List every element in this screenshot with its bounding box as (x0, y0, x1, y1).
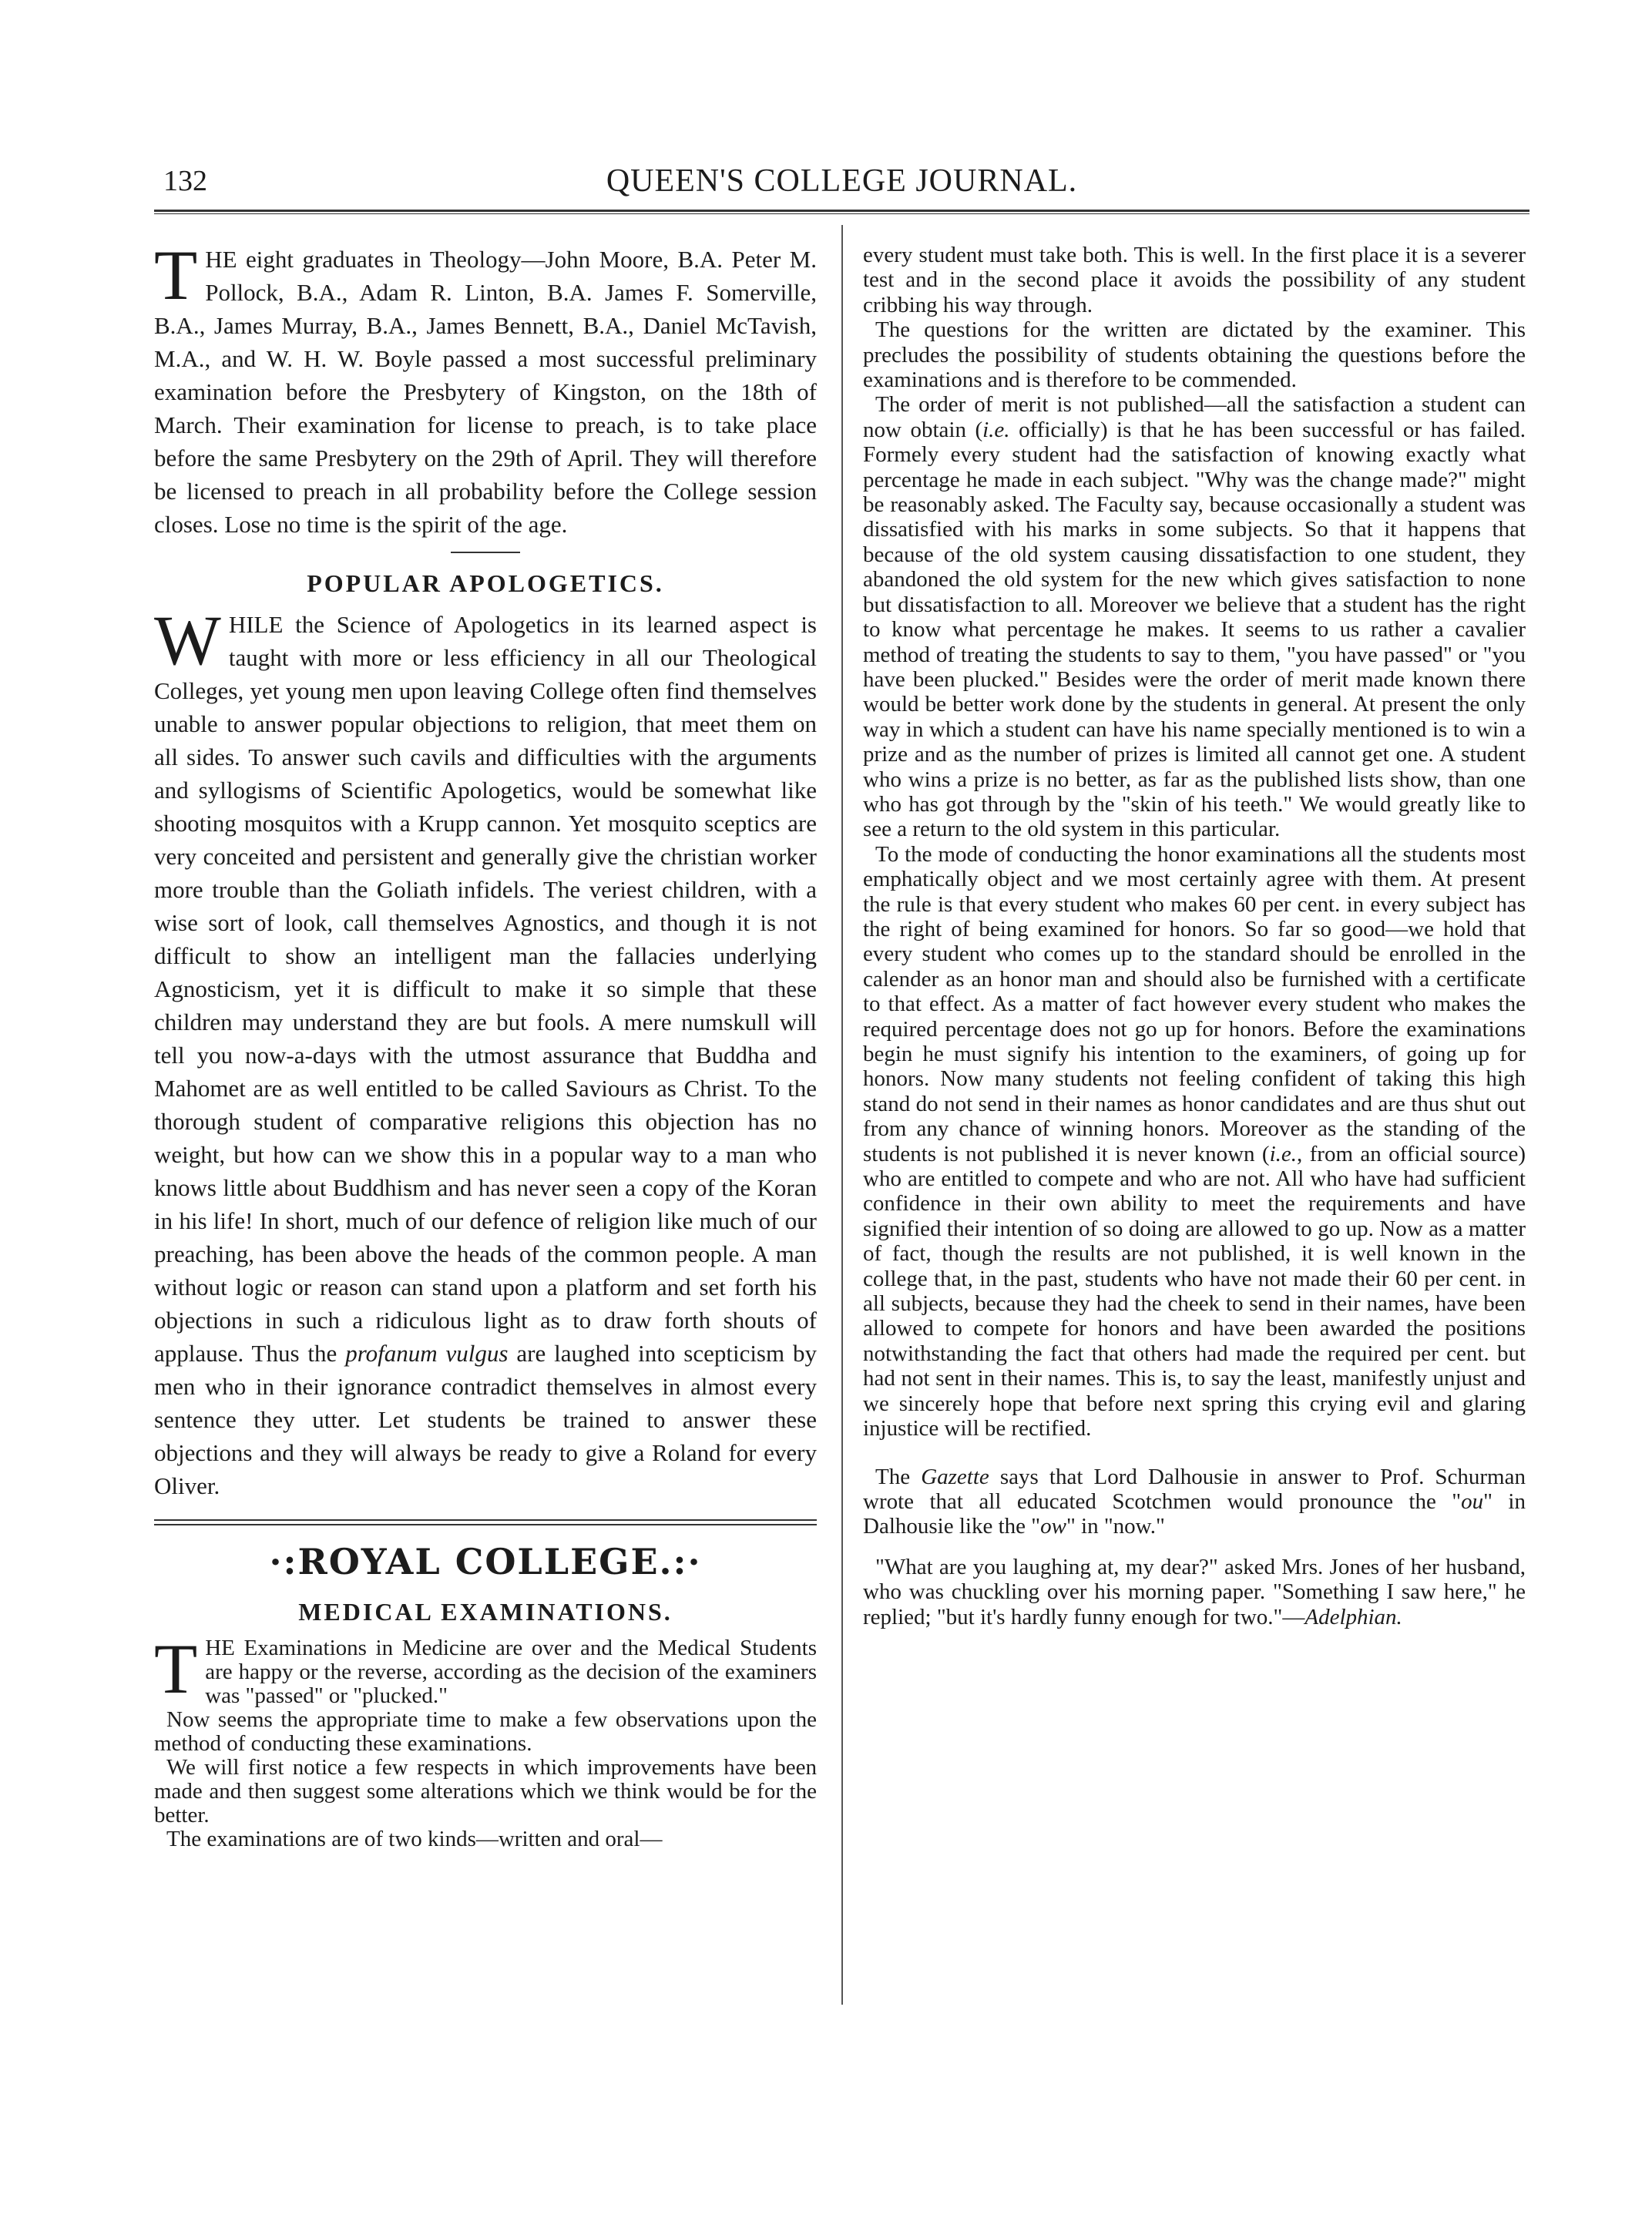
drop-cap: W (154, 601, 221, 680)
popular-apologetics-heading: POPULAR APOLOGETICS. (307, 569, 664, 597)
paragraph-text: To the mode of conducting the honor examinations all the students most emphatically object and we most certainly agree with them. At present the rule is that every student who makes 60 per cent. in every subject has the right of being examined for honors. So far so good—we hold that every student who comes up to the standard should be enrolled in the calender as an honor man and should also be furnished with a certificate to that effect. As a matter of fact however every student who makes the required percentage does not go up for honors. Before the examinations begin he must signify his intention to the examiners, of going up for honors. Now many students not feeling confident of taking this high stand do not send in their names as honor candidates and are thus shut out from any chance of winning honors. Moreover as the standing of the students is not published it is never known ( (863, 841, 1526, 1166)
italic-phrase: ou (1461, 1488, 1484, 1514)
column-divider (841, 225, 843, 2005)
section-divider (451, 552, 520, 553)
gazette-note (863, 1465, 1526, 1539)
drop-cap: T (154, 1629, 198, 1708)
exam-paragraph: The questions for the written are dictated by the examiner. This precludes the possibility of students obtaining the questions before the examinations and is therefore to be commended. (863, 317, 1526, 393)
medical-paragraph: We will first notice a few respects in which improvements have been made and then suggest some alterations which we think would be for the better. (154, 1755, 817, 1827)
honor-examinations-paragraph (863, 842, 1526, 1441)
royal-college-heading: ·:ROYAL COLLEGE.:· (269, 1541, 702, 1582)
double-rule (154, 1519, 817, 1525)
paragraph-text: says that Lord Dalhousie in answer to Prof. Schurman wrote that all educated Scotchmen would pronounce the " (863, 1464, 1526, 1514)
medical-examinations-body (154, 1629, 817, 1851)
exam-paragraph: every student must take both. This is well. In the first place it is a severer test and in the second place it avoids the possibility of any student cribbing his way through. (863, 243, 1526, 317)
drop-cap: T (154, 236, 198, 314)
joke-source: Adelphian. (1304, 1604, 1402, 1629)
paragraph-text: officially) is that he has been successful or has failed. Formely every student had the satisfaction of knowing exactly what percentage he made in each subject. "Why was the change made?" might be reasonably asked. The Faculty say, because occasionally a student was dissatisfied with his marks in some subjects. So that it happens that because of the old system causing dissatisfaction to one student, they abandoned the old system for the new which gives satisfaction to none but dissatisfaction to all. Moreover we believe that a student has the right to know what percentage he makes. It seems to us rather a cavalier method of treating the students to say to them, "you have passed" or "you have been plucked." Besides were the order of merit made known there would be better work done by the students in general. At present the only way in which a student can have his name specially mentioned is to win a prize and as the number of prizes is limited all cannot get one. A student who wins a prize is no better, as far as the published lists show, than one who has got through by the "skin of his teeth." We would greatly like to see a return to the old system in this particular. (863, 417, 1526, 842)
italic-phrase: profanum vulgus (345, 1340, 509, 1367)
paragraph-text: " in "now." (1066, 1514, 1165, 1539)
right-column (863, 243, 1526, 1629)
italic-phrase: i.e. (982, 417, 1010, 442)
page-header (154, 158, 1529, 212)
theology-graduates-paragraph (154, 236, 817, 541)
page-number: 132 (163, 165, 207, 197)
paragraph-text: The (875, 1464, 922, 1489)
paragraph-text: The order of merit is not published—all the satisfaction a student can now obtain ( (863, 392, 1526, 442)
paragraph-text: HE Examinations in Medicine are over and the Medical Students are happy or the reverse, according as the decision of the examiners was "passed" or "plucked." (205, 1636, 817, 1708)
paragraph-text: HILE the Science of Apologetics in its learned aspect is taught with more or less efficiency in all our Theological Colleges, yet young men upon leaving College often find themselves unable to answer popular objections to religion, that meet them on all sides. To answer such cavils and difficulties with the arguments and syllogisms of Scientific Apologetics, would be somewhat like shooting mosquitos with a Krupp cannon. Yet mosquito sceptics are very conceited and persistent and generally give the christian worker more trouble than the Goliath infidels. The veriest children, with a wise sort of look, call themselves Agnostics, and though it is not difficult to show an intelligent man the fallacies underlying Agnosticism, yet it is difficult to make it so simple that these children may understand they are but fools. A mere numskull will tell you now-a-days with the utmost assurance that Buddha and Mahomet are as well entitled to be called Saviours as Christ. To the thorough student of comparative religions this objection has no weight, but how can we show this in a popular way to a man who knows little about Buddhism and has never seen a copy of the Koran in his life! In short, much of our defence of religion like much of our preaching, has been above the heads of the common people. A man without logic or reason can stand upon a platform and set forth his objections in such a ridiculous light as to draw forth shouts of applause. Thus the (154, 611, 817, 1367)
left-column (154, 236, 818, 1851)
italic-phrase: Gazette (921, 1464, 989, 1489)
medical-paragraph: Now seems the appropriate time to make a few observations upon the method of conducting these examinations. (154, 1707, 817, 1756)
italic-phrase: i.e. (1269, 1141, 1298, 1166)
order-of-merit-paragraph (863, 392, 1526, 841)
journal-title: QUEEN'S COLLEGE JOURNAL. (606, 163, 1078, 199)
header-rule (154, 210, 1529, 214)
paragraph-text: , from an official source) who are entitled to compete and who are not. All who have had sufficient confidence in their own ability to meet the requirements and have signified their intention of so doing are allowed to go up. Now as a matter of fact, though the results are not published, it is well known in the college that, in the past, students who have not made their 60 per cent. in all subjects, because they had the cheek to send in their names, have been allowed to compete for honors and have been awarded the positions notwithstanding the fact that others had made the required per cent. but had not sent in their names. This is, to say the least, manifestly unjust and we sincerely hope that before next spring this crying evil and glaring injustice will be rectified. (863, 1141, 1526, 1441)
medical-examinations-heading: MEDICAL EXAMINATIONS. (298, 1598, 673, 1626)
apologetics-paragraph (154, 601, 818, 1502)
paragraph-text: HE eight graduates in Theology—John Moore, B.A. Peter M. Pollock, B.A., Adam R. Linton, B.A. James F. Somerville, B.A., James Murray, B.A., James Bennett, B.A., Daniel McTavish, M.A., and W. H. W. Boyle passed a most successful preliminary examination before the Presbytery of Kingston, on the 18th of March. Their examination for license to preach, is to take place before the same Presbytery on the 29th of April. They will therefore be licensed to preach in all probability before the College session closes. Lose no time is the spirit of the age. (154, 246, 817, 538)
italic-phrase: ow (1040, 1514, 1066, 1539)
paragraph-text: are laughed into scepticism by men who in their ignorance contradict themselves in almost every sentence they utter. Let students be trained to answer these objections and they will always be ready to give a Roland for every Oliver. (154, 1340, 818, 1499)
paragraph-text: " in Dalhousie like the " (863, 1488, 1526, 1539)
paragraph-text: "What are you laughing at, my dear?" asked Mrs. Jones of her husband, who was chuckling over his morning paper. "Something I saw here," he replied; "but it's hardly funny enough for two."— (863, 1554, 1526, 1629)
medical-paragraph: The examinations are of two kinds—written and oral— (166, 1827, 663, 1851)
joke-note (863, 1555, 1526, 1629)
medical-paragraph (154, 1629, 817, 1708)
